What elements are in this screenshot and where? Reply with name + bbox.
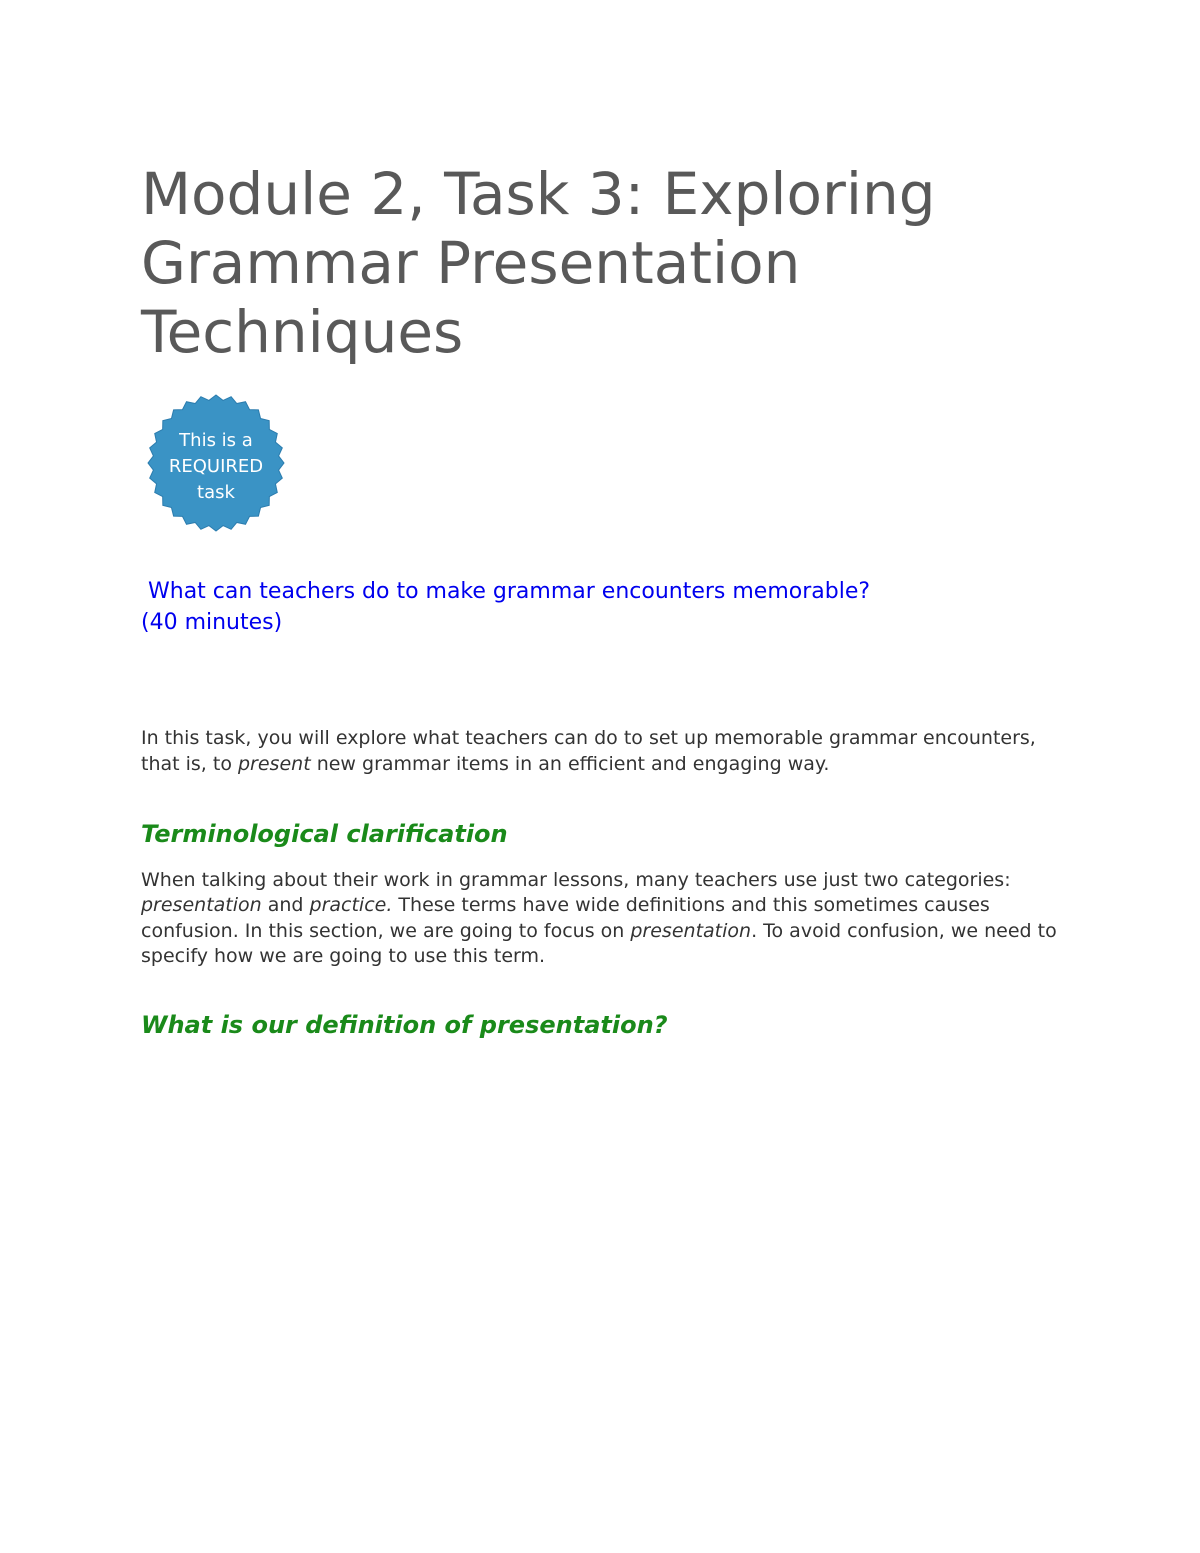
badge-line-1: This is a <box>179 430 253 451</box>
intro-text-start: In this task, you will explore what teachers can do to set up memorable grammar encounters, that is, to <box>141 727 1036 775</box>
intro-text-end: new grammar items in an efficient and engaging way. <box>310 752 830 775</box>
term-presentation-2: presentation <box>630 919 752 942</box>
badge-line-2: REQUIRED <box>168 456 264 477</box>
required-task-badge <box>146 393 286 533</box>
term-practice: practice. <box>309 894 393 917</box>
required-badge-icon <box>146 393 286 533</box>
terminology-text-2: and <box>261 894 310 917</box>
terminology-text-4: . To avoid confusion, we need to specify how we are going to use this term. <box>141 919 1057 968</box>
guiding-question <box>141 576 1061 638</box>
question-text: What can teachers do to make grammar encounters memorable? <box>148 579 871 604</box>
terminology-text-3: These terms have wide definitions and this sometimes causes confusion. In this section, we are going to focus on <box>141 894 990 942</box>
section-heading-definition: What is our definition of presentation? <box>141 1011 668 1039</box>
terminology-paragraph <box>141 868 1061 970</box>
intro-emphasis: present <box>238 752 311 775</box>
question-duration: (40 minutes) <box>141 610 283 635</box>
page-title: Module 2, Task 3: Exploring Grammar Presentation Techniques <box>141 160 936 366</box>
intro-paragraph <box>141 726 1061 777</box>
section-heading-terminology: Terminological clarification <box>141 820 508 848</box>
term-presentation: presentation <box>141 894 262 917</box>
terminology-text-1: When talking about their work in grammar lessons, many teachers use just two categories: <box>141 869 1011 891</box>
badge-line-3: task <box>197 482 235 503</box>
